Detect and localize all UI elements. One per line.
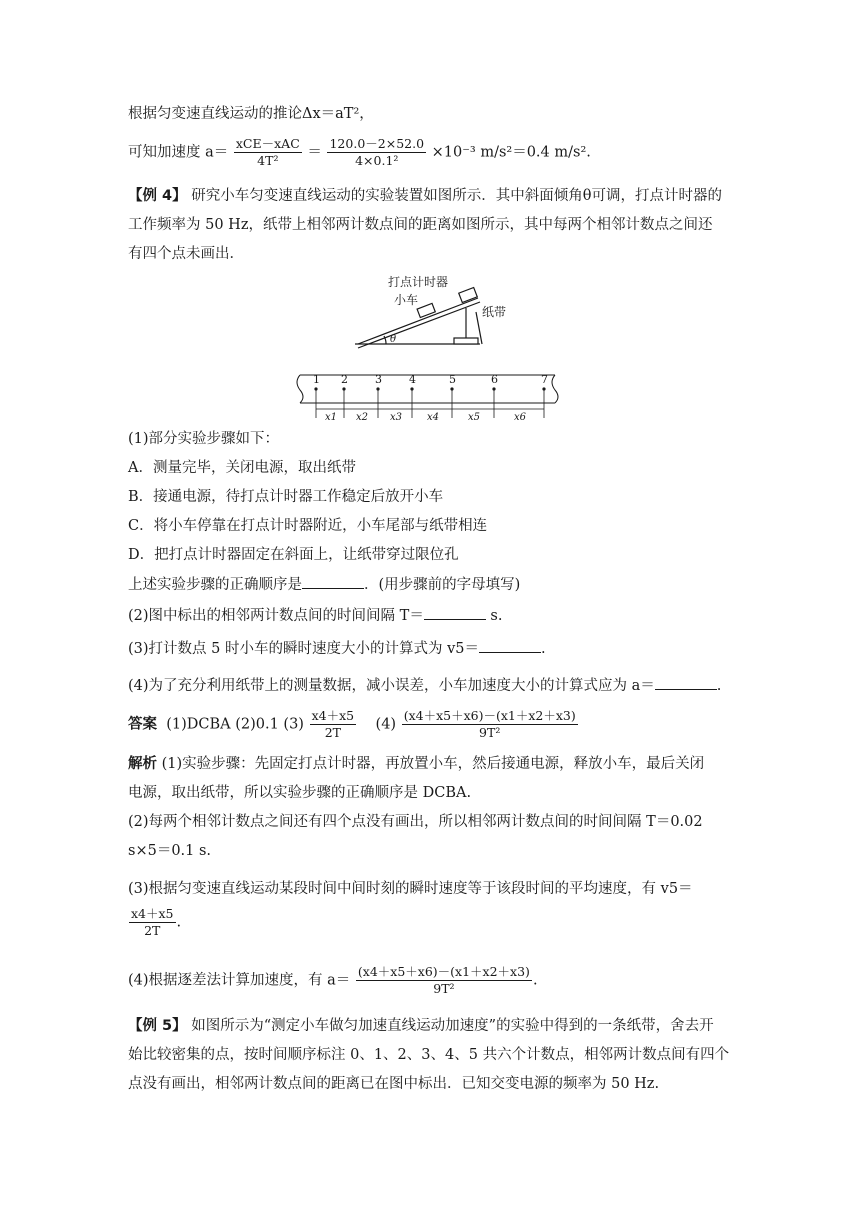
solution-4-fraction <box>356 964 532 997</box>
example-5-line-2: 始比较密集的点，按时间顺序标注 0、1、2、3、4、5 共六个计数点，相邻两计数点间有四个 <box>128 1047 730 1063</box>
example-4-text-1: 研究小车匀变速直线运动的实验装置如图所示．其中斜面倾角θ可调，打点计时器的 <box>186 188 722 204</box>
answer-blank-4[interactable] <box>655 675 717 690</box>
example-5-line-3: 点没有画出，相邻两计数点间的距离已在图中标出．已知交变电源的频率为 50 Hz. <box>128 1076 660 1092</box>
fraction-2-num: 120.0－2×52.0 <box>329 136 425 151</box>
answer-fraction-2-num: (x4＋x5＋x6)－(x1＋x2＋x3) <box>403 708 576 723</box>
answer-line <box>128 708 579 741</box>
step-a: A．测量完毕，关闭电源，取出纸带 <box>128 460 356 476</box>
angle-label: θ <box>390 334 397 345</box>
question-1: (1)部分实验步骤如下： <box>128 431 280 447</box>
q2-suffix: s. <box>485 608 503 624</box>
segment-label: x2 <box>356 412 369 422</box>
solution-2-line-2: s×5＝0.1 s. <box>128 843 212 859</box>
answer-fraction-1 <box>310 708 357 741</box>
question-4 <box>128 675 721 696</box>
segment-label: x6 <box>514 412 527 422</box>
solution-1-line-1 <box>128 754 704 774</box>
derivation-line-1: 根据匀变速直线运动的推论Δx＝aT²， <box>128 106 374 122</box>
accel-result: ×10⁻³ m/s²＝0.4 m/s². <box>431 144 591 161</box>
q4-prefix: (4)为了充分利用纸带上的测量数据，减小误差，小车加速度大小的计算式应为 a＝ <box>128 678 655 694</box>
answer-fraction-1-num: x4＋x5 <box>311 708 355 723</box>
solution-4 <box>128 964 538 997</box>
fraction-2-den: 4×0.1² <box>355 153 399 168</box>
q3-suffix: . <box>541 641 546 657</box>
segment-label: x4 <box>427 412 440 422</box>
tape-point-label: 7 <box>541 373 548 386</box>
example-5-tag: 【例 5】 <box>128 1018 187 1034</box>
q4-suffix: . <box>716 678 722 694</box>
cart-label: 小车 <box>394 293 419 307</box>
segment-label: x1 <box>325 412 338 422</box>
step-c: C．将小车停靠在打点计时器附近，小车尾部与纸带相连 <box>128 518 488 534</box>
paper-tape <box>297 375 558 403</box>
q1-suffix: ．(用步骤前的字母填写) <box>364 577 521 593</box>
solution-1-line-2: 电源，取出纸带，所以实验步骤的正确顺序是 DCBA. <box>128 785 472 801</box>
incline-apparatus <box>355 287 482 348</box>
answer-blank-1[interactable] <box>302 574 364 589</box>
answer-fraction-1-den: 2T <box>324 725 341 740</box>
derivation-line-2 <box>128 136 591 169</box>
solution-4-den: 9T² <box>433 981 455 996</box>
answer-blank-3[interactable] <box>479 638 541 653</box>
solution-3-line-2 <box>128 906 181 939</box>
fraction-1-num: xCE－xAC <box>235 136 300 151</box>
tape-label: 纸带 <box>482 305 507 319</box>
solution-4-period: . <box>532 972 538 989</box>
experiment-figure <box>290 272 575 422</box>
answer-text: (1)DCBA (2)0.1 (3) <box>166 716 304 733</box>
example-4-line-1 <box>128 186 722 206</box>
answer-blank-2[interactable] <box>424 605 486 620</box>
q3-prefix: (3)打计数点 5 时小车的瞬时速度大小的计算式为 v5＝ <box>128 641 480 657</box>
step-d: D．把打点计时器固定在斜面上，让纸带穿过限位孔 <box>128 547 459 563</box>
tape-point-label: 2 <box>341 373 348 386</box>
fraction-1 <box>234 136 302 169</box>
solution-3-period: . <box>176 914 182 931</box>
fraction-2 <box>327 136 426 169</box>
fraction-1-den: 4T² <box>257 153 279 168</box>
solution-3-line-1: (3)根据匀变速直线运动某段时间中间时刻的瞬时速度等于该段时间的平均速度，有 v5＝ <box>128 881 693 897</box>
tape-segments <box>316 409 544 422</box>
answer-tag: 答案 <box>128 716 157 733</box>
tape-point-label: 6 <box>491 373 498 386</box>
tape-point-label: 4 <box>409 373 416 386</box>
equals-sign: ＝ <box>307 144 322 161</box>
tape-point-label: 1 <box>313 373 320 386</box>
example-4-line-3: 有四个点未画出． <box>128 246 244 262</box>
tape-point-label: 3 <box>375 373 382 386</box>
step-b: B．接通电源，待打点计时器工作稳定后放开小车 <box>128 489 444 505</box>
question-3 <box>128 638 546 659</box>
example-4-tag: 【例 4】 <box>128 188 187 204</box>
solution-3-fraction <box>129 906 176 939</box>
q1-prefix: 上述实验步骤的正确顺序是 <box>128 577 302 593</box>
solution-3-num: x4＋x5 <box>131 906 174 921</box>
question-2 <box>128 605 503 626</box>
tape-point-label: 5 <box>449 373 456 386</box>
solution-1-text: (1)实验步骤：先固定打点计时器，再放置小车，然后接通电源，释放小车，最后关闭 <box>157 756 705 772</box>
example-5-line-1 <box>128 1016 714 1036</box>
question-1-order <box>128 574 520 595</box>
solution-4-num: (x4＋x5＋x6)－(x1＋x2＋x3) <box>357 964 530 979</box>
example-5-text-1: 如图所示为“测定小车做匀加速直线运动加速度”的实验中得到的一条纸带，舍去开 <box>186 1018 714 1034</box>
solution-3-den: 2T <box>144 923 161 938</box>
segment-label: x5 <box>468 412 481 422</box>
q2-prefix: (2)图中标出的相邻两计数点间的时间间隔 T＝ <box>128 608 424 624</box>
accel-prefix: 可知加速度 a＝ <box>128 144 229 161</box>
solution-4-text: (4)根据逐差法计算加速度，有 a＝ <box>128 972 351 989</box>
answer-fraction-2-den: 9T² <box>479 725 501 740</box>
segment-label: x3 <box>390 412 403 422</box>
answer-fraction-2 <box>402 708 578 741</box>
answer-part-4: (4) <box>375 716 397 733</box>
example-4-line-2: 工作频率为 50 Hz，纸带上相邻两计数点间的距离如图所示，其中每两个相邻计数点之间还 <box>128 217 713 233</box>
solution-tag: 解析 <box>128 756 157 772</box>
timer-label: 打点计时器 <box>388 275 449 289</box>
solution-2-line-1: (2)每两个相邻计数点之间还有四个点没有画出，所以相邻两计数点间的时间间隔 T＝0.02 <box>128 814 703 830</box>
